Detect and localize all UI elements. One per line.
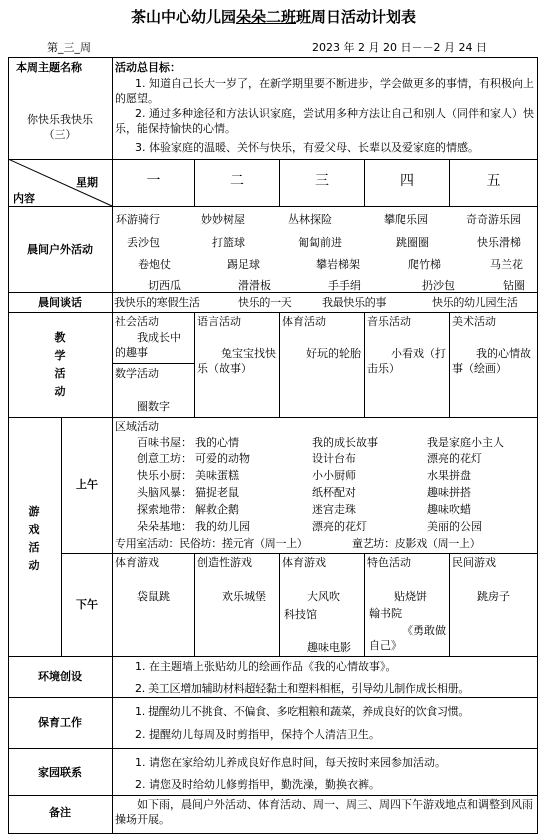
area-item: 趣味吹蜡 xyxy=(427,503,471,516)
teaching-category: 社会活动 xyxy=(115,315,159,328)
date-range: 2023 年 2 月 20 日－－2 月 24 日 xyxy=(312,41,487,54)
afternoon-game: 趣味电影 xyxy=(307,641,351,654)
plan-document: 茶山中心幼儿园朵朵二班班周日活动计划表 第_三_周 2023 年 2 月 20 日－－2 月 24 日 本周主题名称 你快乐我快乐 （三） 活动总目标： 1. 知道自己长大一岁了，在新学期里要不断进步，学会做更多的事情，有积极向上的愿望。 2. 通过多种途径和方法认识家庭，尝试用多种方法让自己和别人（同伴和家人）快乐，能保持愉快的心情。 3. 体验家庭的温暖、关怀与快乐，有爱父母、长辈以及爱家庭的情感。 星期 内容 一 二 三 四 五 晨间户外活动 环游骑行 妙妙树屋 丛林探险 攀爬乐园 奇奇游乐园 丢沙包 打篮球 匍匐前进 跳圈圈 快乐滑梯 卷炮仗 踢足球 攀岩梯架 爬竹梯 马兰花 切西瓜 滑滑板 手手绢 扔沙包 钻圈 晨间谈话 我快乐的寒假生活 快乐的一天 我最快乐的事 快乐的幼儿园生活 教 学 活 动 社会活动 我成长中的趣事 数学活动 圈数字 语言活动 兔宝宝找快乐（故事） 体育活动 好玩的轮胎 音乐活动 小看戏（打击乐） 美术活动 我的心情故事（绘画） 游 戏 活 动 上午 下午 区域活动 百味书屋： 我的心情 我的成长故事 我是家庭小主人 创意工坊： 可爱的动物 设计台布 漂亮的花灯 快乐小厨： 美味蛋糕 小小厨师 水果拼盘 头脑风暴： 猫捉老鼠 纸杯配对 趣味拼搭 探索地带： 解救企鹅 迷宫走珠 趣味吹蜡 朵朵基地： 我的幼儿园 漂亮的花灯 美丽的公园 专用室活动：民俗坊：搓元宵（周一上） 童艺坊：皮影戏（周一上） 体育游戏 袋鼠跳 创造性游戏 欢乐城堡 体育游戏 大风吹 科技馆 趣味电影 特色活动 贴烧饼 翰书院 《勇敢做自己》 民间游戏 跳房子 环境创设 1. 在主题墙上张贴幼儿的绘画作品《我的心情故事》。 2. 美工区增加辅助材料超轻黏土和塑料相框，引导幼儿制作成长相册。 保育工作 1. 提醒幼儿不挑食、不偏食、多吃粗粮和蔬菜，养成良好的饮食习惯。 2. 提醒幼儿每周及时剪指甲，保持个人清洁卫生。 家园联系 1. 请您在家给幼儿养成良好作息时间，每天按时来园参加活动。 2. 请您及时给幼儿修剪指甲，勤洗澡，勤换衣裤。 备注 如下雨，晨间户外活动、体育活动、周一、周三、周四下午游戏地点和调整到风雨操场开展。 xyxy=(0,0,547,839)
outdoor-item: 爬竹梯 xyxy=(408,258,441,271)
area-item: 我的幼儿园 xyxy=(195,520,250,533)
area-item: 漂亮的花灯 xyxy=(312,520,367,533)
document-title xyxy=(0,6,547,27)
morning-sublabel: 上午 xyxy=(76,478,98,491)
outdoor-item: 滑滑板 xyxy=(238,279,271,292)
teaching-category: 语言活动 xyxy=(197,315,241,328)
area-name: 快乐小厨： xyxy=(137,469,192,482)
care-item: 1. 提醒幼儿不挑食、不偏食、多吃粗粮和蔬菜，养成良好的饮食习惯。 xyxy=(135,705,470,718)
notes-label: 备注 xyxy=(49,806,71,819)
outdoor-item: 匍匐前进 xyxy=(298,236,342,249)
environment-item: 2. 美工区增加辅助材料超轻黏土和塑料相框，引导幼儿制作成长相册。 xyxy=(135,682,470,695)
environment-label: 环境创设 xyxy=(38,670,82,683)
area-item: 解救企鹅 xyxy=(195,503,239,516)
teaching-activity: 圈数字 xyxy=(137,400,170,413)
goal-2: 2. 通过多种途径和方法认识家庭，尝试用多种方法让自己和别人（同伴和家人）快乐，能保持愉快的心情。 xyxy=(115,107,534,135)
area-item: 我的心情 xyxy=(195,436,239,449)
outdoor-item: 快乐滑梯 xyxy=(477,236,521,249)
outdoor-item: 切西瓜 xyxy=(148,279,181,292)
area-item: 可爱的动物 xyxy=(195,452,250,465)
outdoor-item: 妙妙树屋 xyxy=(201,213,245,226)
area-name: 百味书屋： xyxy=(137,436,192,449)
teaching-category: 体育活动 xyxy=(282,315,326,328)
teaching-activity: 我的心情故事（绘画） xyxy=(452,347,531,375)
teaching-activity: 兔宝宝找快乐（故事） xyxy=(197,347,276,375)
teaching-category: 音乐活动 xyxy=(367,315,411,328)
talk-item: 快乐的幼儿园生活 xyxy=(432,296,518,309)
outdoor-item: 踢足球 xyxy=(227,258,260,271)
afternoon-category: 体育游戏 xyxy=(282,556,326,569)
goals-header: 活动总目标： xyxy=(115,61,181,74)
theme-name-line2: （三） xyxy=(43,128,77,141)
afternoon-game: 袋鼠跳 xyxy=(137,590,170,603)
special-room: 专用室活动：民俗坊：搓元宵（周一上） xyxy=(115,537,308,550)
theme-name-line1: 你快乐我快乐 xyxy=(27,113,93,126)
area-item: 迷宫走珠 xyxy=(312,503,356,516)
area-item: 美丽的公园 xyxy=(427,520,482,533)
day-thu: 四 xyxy=(400,173,414,189)
family-item: 2. 请您及时给幼儿修剪指甲，勤洗澡，勤换衣裤。 xyxy=(135,778,380,791)
school-name: 茶山中心幼儿园 xyxy=(130,8,236,26)
theme-header: 本周主题名称 xyxy=(16,61,82,74)
afternoon-category: 特色活动 xyxy=(367,556,411,569)
afternoon-game: 翰书院 xyxy=(369,607,402,620)
special-room-2: 童艺坊：皮影戏（周一上） xyxy=(352,537,481,550)
outdoor-item: 环游骑行 xyxy=(116,213,160,226)
afternoon-category: 民间游戏 xyxy=(452,556,496,569)
day-wed: 三 xyxy=(315,173,329,189)
outdoor-item: 攀爬乐园 xyxy=(384,213,428,226)
area-item: 美味蛋糕 xyxy=(195,469,239,482)
class-name: 朵朵二班 xyxy=(235,8,296,26)
talk-item: 快乐的一天 xyxy=(238,296,292,309)
outdoor-item: 奇奇游乐园 xyxy=(466,213,521,226)
outdoor-item: 丛林探险 xyxy=(288,213,332,226)
area-name: 探索地带： xyxy=(137,503,192,516)
area-item: 小小厨师 xyxy=(312,469,356,482)
afternoon-category: 创造性游戏 xyxy=(197,556,252,569)
talk-item: 我快乐的寒假生活 xyxy=(114,296,200,309)
afternoon-sublabel: 下午 xyxy=(76,598,98,611)
area-item: 纸杯配对 xyxy=(312,486,356,499)
outdoor-item: 扔沙包 xyxy=(422,279,455,292)
day-fri: 五 xyxy=(486,173,501,189)
area-item: 我的成长故事 xyxy=(312,436,378,449)
notes-text: 如下雨，晨间户外活动、体育活动、周一、周三、周四下午游戏地点和调整到风雨操场开展。 xyxy=(115,798,533,826)
area-name: 朵朵基地： xyxy=(137,520,192,533)
week-label: 第_三_周 xyxy=(47,41,91,54)
outdoor-item: 攀岩梯架 xyxy=(316,258,360,271)
outdoor-item: 马兰花 xyxy=(490,258,523,271)
day-mon: 一 xyxy=(146,173,161,189)
afternoon-category: 体育游戏 xyxy=(115,556,159,569)
morning-outdoor-label: 晨间户外活动 xyxy=(27,243,93,256)
teaching-category: 数学活动 xyxy=(115,367,159,380)
area-item: 水果拼盘 xyxy=(427,469,471,482)
outdoor-item: 手手绢 xyxy=(328,279,361,292)
afternoon-game: 贴烧饼 xyxy=(394,590,427,603)
outdoor-item: 卷炮仗 xyxy=(138,258,171,271)
afternoon-game: 科技馆 xyxy=(284,608,317,621)
outdoor-item: 打篮球 xyxy=(212,236,245,249)
goal-3: 3. 体验家庭的温暖、关怀与快乐，有爱父母、长辈以及爱家庭的情感。 xyxy=(135,141,479,154)
teaching-activity: 我成长中的趣事 xyxy=(115,331,181,359)
afternoon-game: 跳房子 xyxy=(477,590,510,603)
day-tue: 二 xyxy=(230,173,244,189)
area-item: 猫捉老鼠 xyxy=(195,486,239,499)
afternoon-game: 《勇敢做自己》 xyxy=(369,624,446,652)
afternoon-game: 欢乐城堡 xyxy=(222,590,266,603)
care-label: 保育工作 xyxy=(38,716,82,729)
teaching-activity: 好玩的轮胎 xyxy=(306,347,361,360)
goal-1: 1. 知道自己长大一岁了，在新学期里要不断进步，学会做更多的事情，有积极向上的愿望。 xyxy=(115,77,534,105)
teaching-activity: 小看戏（打击乐） xyxy=(367,347,446,375)
area-item: 设计台布 xyxy=(312,452,356,465)
outdoor-item: 钻圈 xyxy=(503,279,525,292)
area-item: 趣味拼搭 xyxy=(427,486,471,499)
content-header: 内容 xyxy=(13,192,35,205)
talk-item: 我最快乐的事 xyxy=(322,296,387,309)
care-item: 2. 提醒幼儿每周及时剪指甲，保持个人清洁卫生。 xyxy=(135,728,380,741)
environment-item: 1. 在主题墙上张贴幼儿的绘画作品《我的心情故事》。 xyxy=(135,660,397,673)
area-name: 头脑风暴： xyxy=(137,486,192,499)
teaching-category: 美术活动 xyxy=(452,315,496,328)
family-item: 1. 请您在家给幼儿养成良好作息时间，每天按时来园参加活动。 xyxy=(135,756,446,769)
outdoor-item: 跳圈圈 xyxy=(396,236,429,249)
title-suffix: 班周日活动计划表 xyxy=(296,8,417,26)
afternoon-game: 大风吹 xyxy=(307,590,340,603)
area-header: 区域活动 xyxy=(115,420,159,433)
area-item: 漂亮的花灯 xyxy=(427,452,482,465)
area-name: 创意工坊： xyxy=(137,452,192,465)
family-label: 家园联系 xyxy=(38,766,82,779)
area-item: 我是家庭小主人 xyxy=(427,436,504,449)
weekday-header: 星期 xyxy=(76,176,98,189)
morning-talk-label: 晨间谈话 xyxy=(38,296,82,309)
outdoor-item: 丢沙包 xyxy=(127,236,160,249)
